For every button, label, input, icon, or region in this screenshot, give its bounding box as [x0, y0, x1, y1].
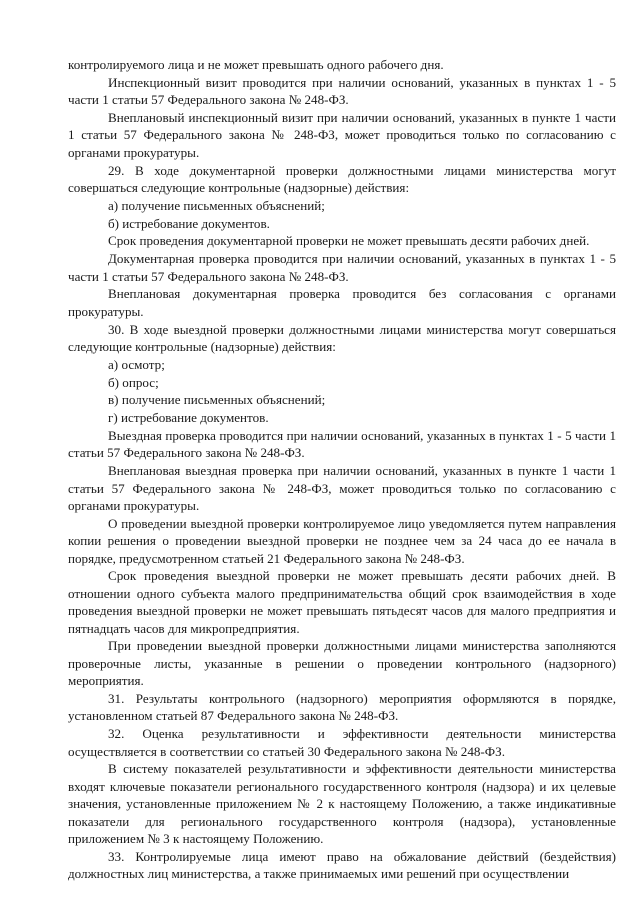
paragraph-inspection-visit-grounds: Инспекционный визит проводится при наличии оснований, указанных в пунктах 1 - 5 части 1 статьи 57 Федерального закона № 248-ФЗ.	[68, 74, 616, 108]
paragraph-unscheduled-field-check: Внеплановая выездная проверка при наличии оснований, указанных в пункте 1 части 1 статьи 57 Федерального закона № 248-ФЗ, может проводиться только по согласованию с органами прокуратуры.	[68, 463, 616, 514]
list-item-30c: в) получение письменных объяснений;	[108, 392, 326, 408]
paragraph-item-30: 30. В ходе выездной проверки должностными лицами министерства могут совершаться следующие контрольные (надзорные) действия:	[68, 321, 616, 355]
list-item-30b: б) опрос;	[108, 374, 159, 390]
list-item-29a: а) получение письменных объяснений;	[108, 197, 325, 213]
paragraph-item-33: 33. Контролируемые лица имеют право на обжалование действий (бездействия) должностных лиц министерства, а также принимаемых ими решений при осуществлении	[68, 848, 616, 882]
paragraph-item-29: 29. В ходе документарной проверки должностными лицами министерства могут совершаться следующие контрольные (надзорные) действия:	[68, 162, 616, 196]
paragraph-unscheduled-documentary-check: Внеплановая документарная проверка проводится без согласования с органами прокуратуры.	[68, 286, 616, 319]
list-item-30a: а) осмотр;	[108, 356, 165, 372]
document-page	[68, 56, 616, 883]
list-item-30d: г) истребование документов.	[108, 410, 269, 426]
list-item-29b: б) истребование документов.	[108, 215, 270, 231]
paragraph-item-32: 32. Оценка результативности и эффективности деятельности министерства осуществляется в соответствии со статьей 30 Федерального закона № 248-ФЗ.	[68, 726, 616, 759]
paragraph-documentary-check-term: Срок проведения документарной проверки не может превышать десяти рабочих дней.	[108, 233, 590, 249]
paragraph-documentary-check-grounds: Документарная проверка проводится при наличии оснований, указанных в пунктах 1 - 5 части 1 статьи 57 Федерального закона № 248-ФЗ.	[68, 251, 616, 284]
paragraph-field-check-term: Срок проведения выездной проверки не может превышать десяти рабочих дней. В отношении одного субъекта малого предпринимательства общий срок взаимодействия в ходе проведения выездной проверки не может превышать пятьдесят часов для малого предприятия и пятнадцать часов для микропредприятия.	[68, 568, 616, 636]
paragraph-item-31: 31. Результаты контрольного (надзорного) мероприятия оформляются в порядке, установленном статьей 87 Федерального закона № 248-ФЗ.	[68, 691, 616, 724]
paragraph-continuation: контролируемого лица и не может превышать одного рабочего дня.	[68, 57, 444, 72]
paragraph-field-check-grounds: Выездная проверка проводится при наличии оснований, указанных в пунктах 1 - 5 части 1 статьи 57 Федерального закона № 248-ФЗ.	[68, 428, 616, 461]
paragraph-performance-indicators: В систему показателей результативности и эффективности деятельности министерства входят ключевые показатели регионального государственного контроля (надзора) и их целевые значения, установленные приложением № 2 к настоящему Положению, а также индикативные показатели для регионального государственного контроля (надзора), установленные приложением № 3 к настоящему Положению.	[68, 761, 616, 847]
paragraph-checklists: При проведении выездной проверки должностными лицами министерства заполняются проверочные листы, указанные в решении о проведении контрольного (надзорного) мероприятия.	[68, 638, 616, 689]
paragraph-field-check-notification: О проведении выездной проверки контролируемое лицо уведомляется путем направления копии решения о проведении выездной проверки не позднее чем за 24 часа до ее начала в порядке, предусмотренном статьей 21 Федерального закона № 248-ФЗ.	[68, 515, 616, 566]
paragraph-unscheduled-inspection-visit: Внеплановый инспекционный визит при наличии оснований, указанных в пункте 1 части 1 статьи 57 Федерального закона № 248-ФЗ, может проводиться только по согласованию с органами прокуратуры.	[68, 110, 616, 160]
